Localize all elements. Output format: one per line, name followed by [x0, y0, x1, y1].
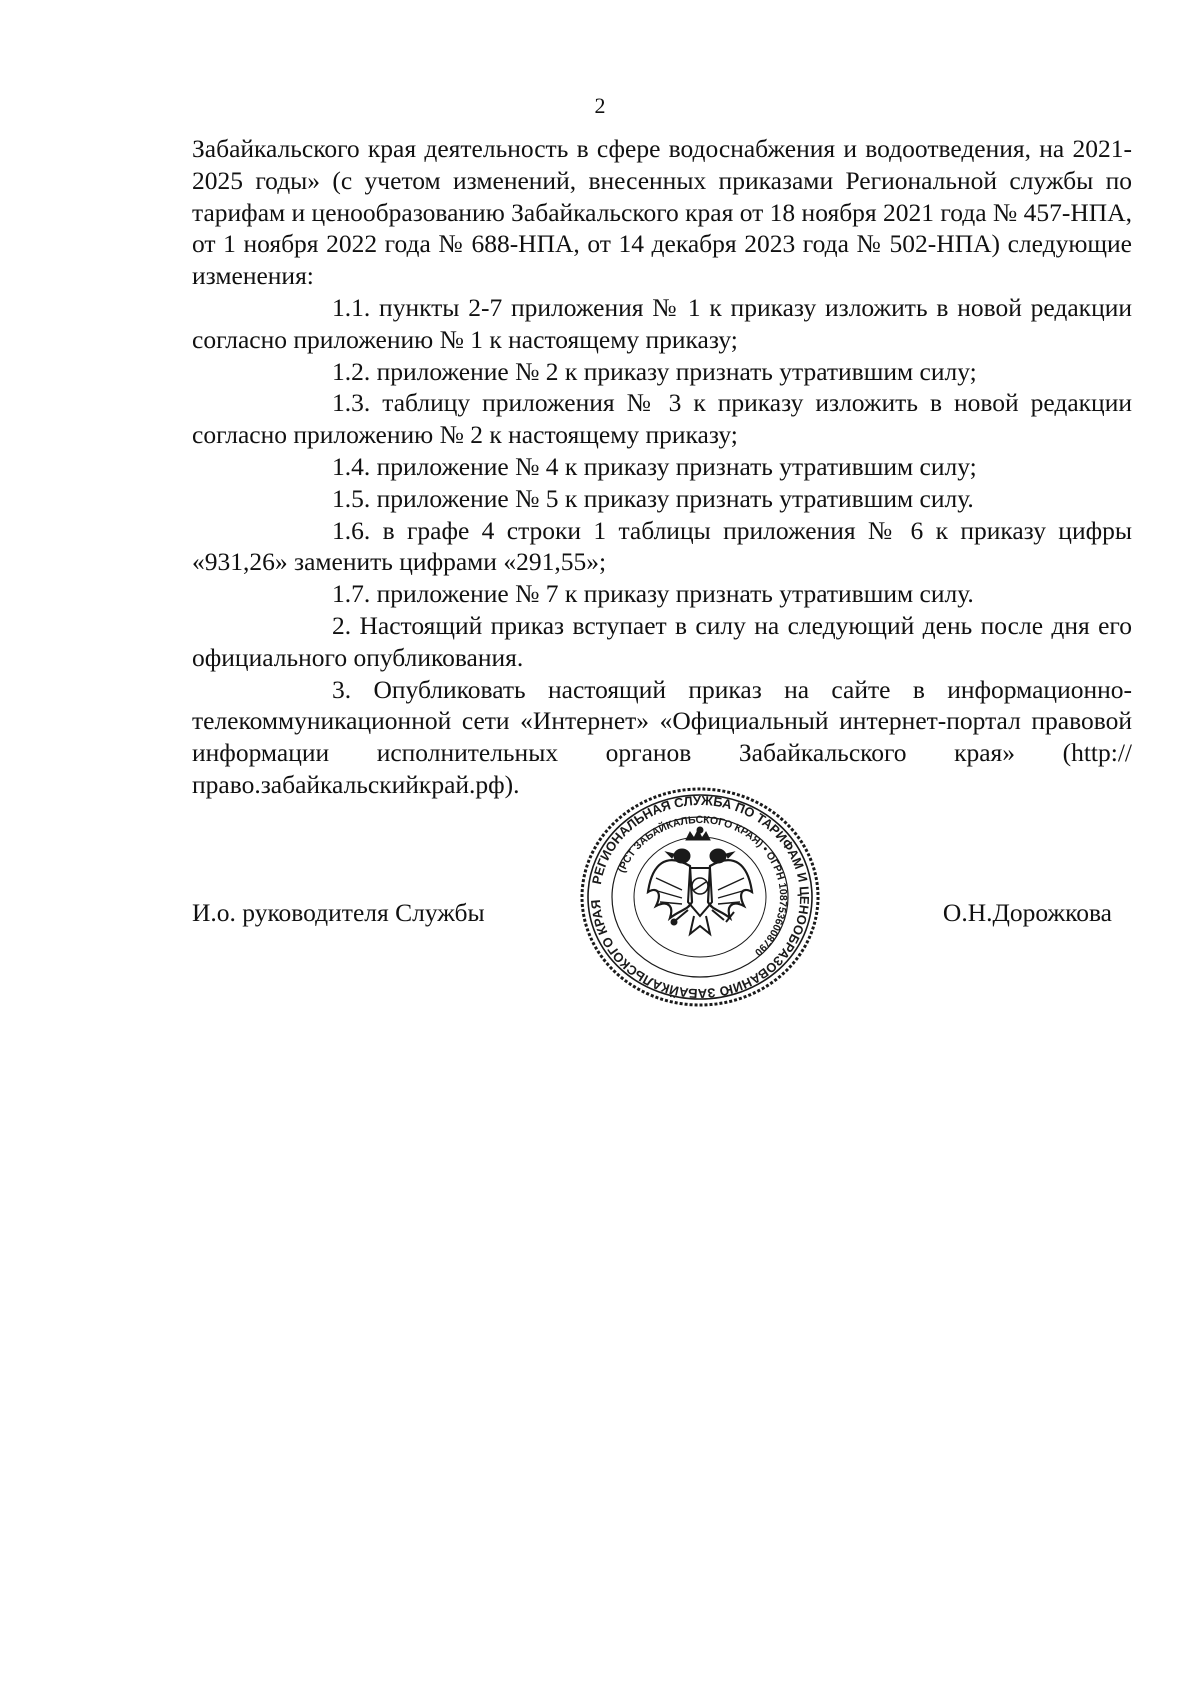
- item-number: 1.2.: [332, 356, 371, 386]
- paragraph-intro: Забайкальского края деятельность в сфере водоснабжения и водоотведения, на 2021-2025 годы» (с учетом изменений, внесенных приказами Региональной службы по тарифам и ценообразованию Забайкальского края от 18 ноября 2021 года № 457-НПА, от 1 ноября 2022 года № 688-НПА, от 14 декабря 2023 года № 502-НПА) следующие изменения:: [192, 134, 1132, 291]
- item-number: 1.7.: [332, 579, 371, 609]
- item-number: 1.1.: [332, 292, 371, 322]
- item-number: 1.5.: [332, 483, 371, 513]
- paragraph-1-1: [192, 292, 1132, 356]
- signer-name: О.Н.Дорожкова: [942, 898, 1112, 927]
- page-number: 2: [594, 93, 606, 118]
- item-number: 2.: [332, 610, 352, 640]
- item-number: 1.6.: [332, 515, 371, 545]
- double-headed-eagle-emblem: [648, 827, 752, 934]
- item-number: 1.4.: [332, 451, 371, 481]
- item-text: Настоящий приказ вступает в силу на следующий день после дня его официального опубликования.: [192, 610, 1132, 672]
- stamp-outer-text: РЕГИОНАЛЬНАЯ СЛУЖБА ПО ТАРИФАМ И ЦЕНООБРАЗОВАНИЮ ЗАБАЙКАЛЬСКОГО КРАЯ: [587, 792, 813, 1002]
- item-text: в графе 4 строки 1 таблицы приложения № 6 к приказу цифры «931,26» заменить цифрами «291,55»;: [192, 515, 1133, 577]
- stamp-inner-text: (РСТ ЗАБАЙКАЛЬСКОГО КРАЯ) • ОГРН 1087536008790: [615, 813, 790, 959]
- item-text: таблицу приложения № 3 к приказу изложить в новой редакции согласно приложению № 2 к настоящему приказу;: [192, 388, 1133, 450]
- item-text: приложение № 7 к приказу признать утратившим силу.: [376, 579, 974, 609]
- paragraph-1-7: [192, 578, 1132, 610]
- paragraph-1-5: [192, 483, 1132, 515]
- paragraph-1-6: [192, 515, 1132, 579]
- paragraph-1-2: [192, 356, 1132, 388]
- paragraph-2: [192, 610, 1132, 674]
- paragraph-1-4: [192, 451, 1132, 483]
- item-number: 1.3.: [332, 388, 371, 418]
- item-text: приложение № 5 к приказу признать утратившим силу.: [376, 483, 974, 513]
- paragraph-1-3: [192, 387, 1132, 451]
- item-text: приложение № 4 к приказу признать утратившим силу;: [376, 451, 977, 481]
- item-text: приложение № 2 к приказу признать утратившим силу;: [376, 356, 977, 386]
- item-text: пункты 2-7 приложения № 1 к приказу изложить в новой редакции согласно приложению № 1 к настоящему приказу;: [192, 292, 1133, 354]
- document-body: [192, 133, 1132, 801]
- official-seal-stamp: [570, 782, 830, 1012]
- item-text: Опубликовать настоящий приказ на сайте в информационно-телекоммуникационной сети «Интернет» «Официальный интернет-портал правовой информации исполнительных органов Забайкальского края» (http://право.забайкальскийкрай.рф).: [192, 674, 1132, 799]
- signer-title: И.о. руководителя Службы: [192, 898, 485, 927]
- item-number: 3.: [332, 674, 352, 704]
